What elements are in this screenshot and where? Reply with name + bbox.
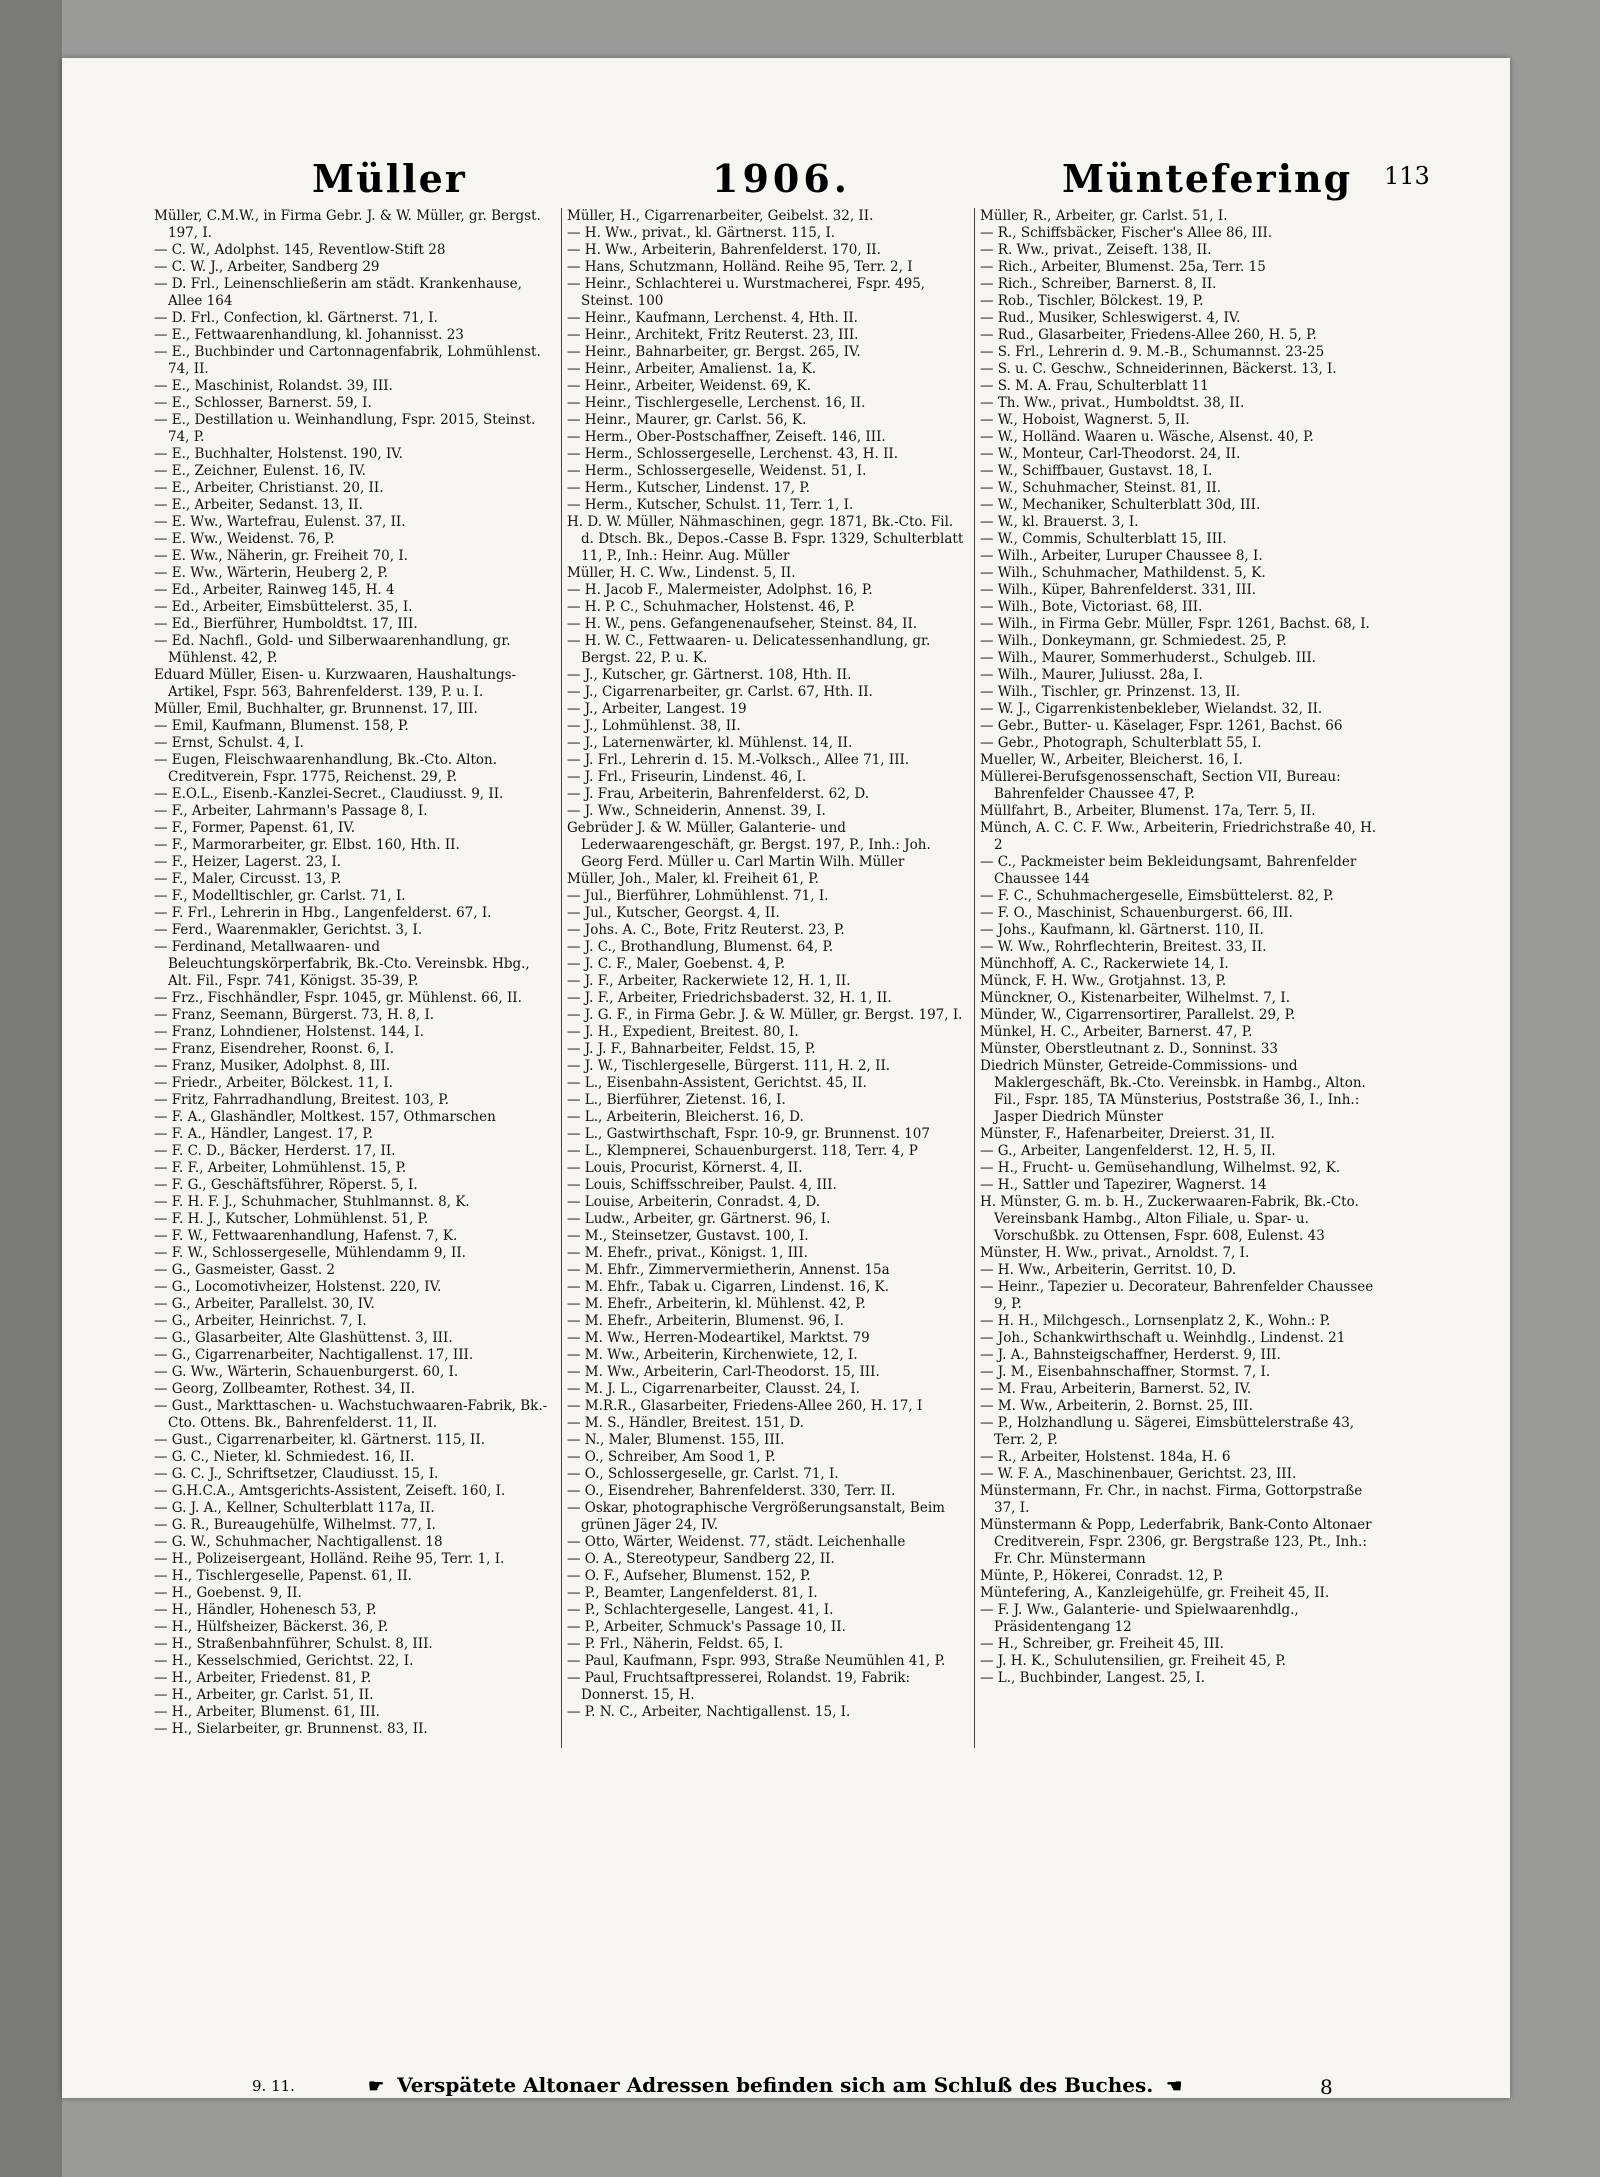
directory-entry: — D. Frl., Confection, kl. Gärtnerst. 71, I. xyxy=(154,310,438,326)
directory-entry: — M. Ehefr., Arbeiterin, kl. Mühlenst. 42, P. xyxy=(567,1296,866,1312)
directory-entry: — Ed. Nachfl., Gold- und Silberwaarenhandlung, gr. Mühlenst. 42, P. xyxy=(154,633,511,666)
directory-entry: — N., Maler, Blumenst. 155, III. xyxy=(567,1432,785,1448)
directory-entry: — Herm., Ober-Postschaffner, Zeiseft. 146, III. xyxy=(567,429,886,445)
directory-entry: — Ed., Arbeiter, Rainweg 145, H. 4 xyxy=(154,582,395,598)
directory-entry: — O. F., Aufseher, Blumenst. 152, P. xyxy=(567,1568,811,1584)
directory-entry: — F. A., Glashändler, Moltkest. 157, Othmarschen xyxy=(154,1109,496,1125)
directory-entry: — Paul, Kaufmann, Fspr. 993, Straße Neumühlen 41, P. xyxy=(567,1653,946,1669)
directory-entry: — M. Ehefr., Arbeiterin, Blumenst. 96, I. xyxy=(567,1313,844,1329)
directory-entry: — Hans, Schutzmann, Holländ. Reihe 95, Terr. 2, I xyxy=(567,259,913,275)
directory-entry: — Wilh., Maurer, Sommerhuderst., Schulgeb. III. xyxy=(980,650,1316,666)
directory-entry: — Herm., Schlossergeselle, Weidenst. 51, I. xyxy=(567,463,867,479)
directory-entry: — Frz., Fischhändler, Fspr. 1045, gr. Mühlenst. 66, II. xyxy=(154,990,522,1006)
directory-entry: — O. A., Stereotypeur, Sandberg 22, II. xyxy=(567,1551,835,1567)
directory-entry: — Wilh., Schuhmacher, Mathildenst. 5, K. xyxy=(980,565,1266,581)
directory-entry: — M. Ww., Arbeiterin, 2. Bornst. 25, III. xyxy=(980,1398,1253,1414)
directory-entry: — H., Schreiber, gr. Freiheit 45, III. xyxy=(980,1636,1224,1652)
directory-entry: Eduard Müller, Eisen- u. Kurzwaaren, Haushaltungs-Artikel, Fspr. 563, Bahrenfelderst. 139, P. u. I. xyxy=(154,667,517,700)
directory-entry: — R., Schiffsbäcker, Fischer's Allee 86, III. xyxy=(980,225,1273,241)
directory-entry: — Johs., Kaufmann, kl. Gärtnerst. 110, II. xyxy=(980,922,1264,938)
directory-entry: — D. Frl., Leinenschließerin am städt. Krankenhause, Allee 164 xyxy=(154,276,522,309)
directory-entry: — E., Zeichner, Eulenst. 16, IV. xyxy=(154,463,366,479)
directory-entry: — F., Former, Papenst. 61, IV. xyxy=(154,820,356,836)
column-divider xyxy=(974,208,975,1748)
directory-entry: — J. A., Bahnsteigschaffner, Herderst. 9, III. xyxy=(980,1347,1281,1363)
directory-entry: — G., Cigarrenarbeiter, Nachtigallenst. 17, III. xyxy=(154,1347,474,1363)
directory-entry: — F. H. J., Kutscher, Lohmühlenst. 51, P. xyxy=(154,1211,429,1227)
directory-entry: — Rich., Schreiber, Barnerst. 8, II. xyxy=(980,276,1217,292)
directory-entry: — Ernst, Schulst. 4, I. xyxy=(154,735,304,751)
directory-entry: — F. W., Schlossergeselle, Mühlendamm 9, II. xyxy=(154,1245,466,1261)
directory-entry: — F., Arbeiter, Lahrmann's Passage 8, I. xyxy=(154,803,428,819)
directory-entry: — M. Ww., Arbeiterin, Carl-Theodorst. 15, III. xyxy=(567,1364,880,1380)
directory-entry: — J. H. K., Schulutensilien, gr. Freiheit 45, P. xyxy=(980,1653,1286,1669)
directory-entry: — G. J. A., Kellner, Schulterblatt 117a, II. xyxy=(154,1500,435,1516)
directory-entry: — M. S., Händler, Breitest. 151, D. xyxy=(567,1415,804,1431)
directory-entry: — Heinr., Schlachterei u. Wurstmacherei, Fspr. 495, Steinst. 100 xyxy=(567,276,926,309)
directory-entry: — G. R., Bureaugehülfe, Wilhelmst. 77, I. xyxy=(154,1517,436,1533)
directory-entry: — Johs. A. C., Bote, Fritz Reuterst. 23, P. xyxy=(567,922,845,938)
directory-entry: — E. Ww., Wartefrau, Eulenst. 37, II. xyxy=(154,514,406,530)
directory-entry: — W., Holländ. Waaren u. Wäsche, Alsenst. 40, P. xyxy=(980,429,1314,445)
directory-entry: — L., Eisenbahn-Assistent, Gerichtst. 45, II. xyxy=(567,1075,867,1091)
directory-entry: — F. Frl., Lehrerin in Hbg., Langenfelderst. 67, I. xyxy=(154,905,492,921)
directory-entry: — H., Händler, Hohenesch 53, P. xyxy=(154,1602,377,1618)
directory-entry: — Rud., Glasarbeiter, Friedens-Allee 260, H. 5, P. xyxy=(980,327,1317,343)
directory-entry: — M. Ww., Herren-Modeartikel, Marktst. 79 xyxy=(567,1330,870,1346)
directory-entry: — F. O., Maschinist, Schauenburgerst. 66, III. xyxy=(980,905,1293,921)
directory-entry: Müller, R., Arbeiter, gr. Carlst. 51, I. xyxy=(980,208,1228,224)
directory-entry: — Ferd., Waarenmakler, Gerichtst. 3, I. xyxy=(154,922,423,938)
directory-entry: Müller, Joh., Maler, kl. Freiheit 61, P. xyxy=(567,871,819,887)
directory-entry: — W., Monteur, Carl-Theodorst. 24, II. xyxy=(980,446,1241,462)
directory-entry: — J. Frau, Arbeiterin, Bahrenfelderst. 62, D. xyxy=(567,786,870,802)
directory-entry: — F. C. D., Bäcker, Herderst. 17, II. xyxy=(154,1143,396,1159)
directory-entry: — J. J. F., Bahnarbeiter, Feldst. 15, P. xyxy=(567,1041,816,1057)
directory-entry: — Eugen, Fleischwaarenhandlung, Bk.-Cto. Alton. Creditverein, Fspr. 1775, Reichenst. 29, P. xyxy=(154,752,498,785)
directory-entry: — L., Klempnerei, Schauenburgerst. 118, Terr. 4, P xyxy=(567,1143,918,1159)
directory-entry: — W., Schiffbauer, Gustavst. 18, I. xyxy=(980,463,1213,479)
directory-entry: — O., Schreiber, Am Sood 1, P. xyxy=(567,1449,776,1465)
directory-entry: — G. C. J., Schriftsetzer, Claudiusst. 15, I. xyxy=(154,1466,439,1482)
footer-note xyxy=(362,2073,1188,2097)
directory-entry: — C. W. J., Arbeiter, Sandberg 29 xyxy=(154,259,380,275)
directory-entry: — W., Commis, Schulterblatt 15, III. xyxy=(980,531,1227,547)
directory-entry: — G.H.C.A., Amtsgerichts-Assistent, Zeiseft. 160, I. xyxy=(154,1483,506,1499)
directory-entry: — W., Hoboist, Wagnerst. 5, II. xyxy=(980,412,1190,428)
directory-entry: — F. J. Ww., Galanterie- und Spielwaarenhdlg., Präsidentengang 12 xyxy=(980,1602,1299,1635)
directory-entry: Müllfahrt, B., Arbeiter, Blumenst. 17a, Terr. 5, II. xyxy=(980,803,1316,819)
directory-entry: — Wilh., Maurer, Juliusst. 28a, I. xyxy=(980,667,1203,683)
directory-entry: Müller, H. C. Ww., Lindenst. 5, II. xyxy=(567,565,796,581)
directory-entry: — J., Laternenwärter, kl. Mühlenst. 14, II. xyxy=(567,735,853,751)
directory-entry: — W. F. A., Maschinenbauer, Gerichtst. 23, III. xyxy=(980,1466,1297,1482)
directory-entry: — G., Arbeiter, Parallelst. 30, IV. xyxy=(154,1296,375,1312)
directory-entry: — Emil, Kaufmann, Blumenst. 158, P. xyxy=(154,718,409,734)
directory-entry: — W., kl. Brauerst. 3, I. xyxy=(980,514,1139,530)
directory-entry: — H., Polizeisergeant, Holländ. Reihe 95, Terr. 1, I. xyxy=(154,1551,505,1567)
directory-entry: — Heinr., Kaufmann, Lerchenst. 4, Hth. II. xyxy=(567,310,858,326)
directory-entry: — H., Arbeiter, Blumenst. 61, III. xyxy=(154,1704,380,1720)
directory-entry: — Franz, Seemann, Bürgerst. 73, H. 8, I. xyxy=(154,1007,435,1023)
directory-entry: — Rob., Tischler, Bölckest. 19, P. xyxy=(980,293,1204,309)
directory-entry: — F., Maler, Circusst. 13, P. xyxy=(154,871,342,887)
directory-entry: — J. Ww., Schneiderin, Annenst. 39, I. xyxy=(567,803,826,819)
directory-entry: — H. W. C., Fettwaaren- u. Delicatessenhandlung, gr. Bergst. 22, P. u. K. xyxy=(567,633,931,666)
directory-entry: — Wilh., Bote, Victoriast. 68, III. xyxy=(980,599,1203,615)
directory-entry: Mueller, W., Arbeiter, Bleicherst. 16, I. xyxy=(980,752,1243,768)
directory-entry: Münster, Oberstleutnant z. D., Sonninst. 33 xyxy=(980,1041,1278,1057)
directory-entry: — E., Buchbinder und Cartonnagenfabrik, Lohmühlenst. 74, II. xyxy=(154,344,541,377)
directory-entry: — F. W., Fettwaarenhandlung, Hafenst. 7, K. xyxy=(154,1228,458,1244)
directory-entry: — C., Packmeister beim Bekleidungsamt, Bahrenfelder Chaussee 144 xyxy=(980,854,1357,887)
directory-entry: — E., Arbeiter, Sedanst. 13, II. xyxy=(154,497,363,513)
directory-entry: — Jul., Kutscher, Georgst. 4, II. xyxy=(567,905,780,921)
directory-entry: — J. F., Arbeiter, Friedrichsbaderst. 32, H. 1, II. xyxy=(567,990,892,1006)
directory-entry: — F. A., Händler, Langest. 17, P. xyxy=(154,1126,373,1142)
directory-entry: — M. Ww., Arbeiterin, Kirchenwiete, 12, I. xyxy=(567,1347,858,1363)
directory-entry: — J. Frl., Lehrerin d. 15. M.-Volksch., Allee 71, III. xyxy=(567,752,910,768)
directory-entry: — L., Bierführer, Zietenst. 16, I. xyxy=(567,1092,786,1108)
directory-entry: — Heinr., Maurer, gr. Carlst. 56, K. xyxy=(567,412,807,428)
directory-entry: Münck, F. H. Ww., Grotjahnst. 13, P. xyxy=(980,973,1227,989)
directory-entry: — H. Ww., Arbeiterin, Bahrenfelderst. 170, II. xyxy=(567,242,881,258)
header-year: 1906. xyxy=(712,156,851,201)
directory-entry: — Heinr., Arbeiter, Weidenst. 69, K. xyxy=(567,378,812,394)
footer-signature-mark: 9. 11. xyxy=(252,2077,295,2095)
directory-entry: — Louis, Schiffsschreiber, Paulst. 4, III. xyxy=(567,1177,837,1193)
directory-entry: — M. Ehefr., privat., Königst. 1, III. xyxy=(567,1245,808,1261)
directory-entry: Münster, F., Hafenarbeiter, Dreierst. 31, II. xyxy=(980,1126,1275,1142)
directory-entry: — Oskar, photographische Vergrößerungsanstalt, Beim grünen Jäger 24, IV. xyxy=(567,1500,945,1533)
directory-entry: — Ed., Arbeiter, Eimsbüttelerst. 35, I. xyxy=(154,599,413,615)
directory-entry: — J. G. F., in Firma Gebr. J. & W. Müller, gr. Bergst. 197, I. xyxy=(567,1007,963,1023)
directory-entry: — P. Frl., Näherin, Feldst. 65, I. xyxy=(567,1636,784,1652)
directory-entry: — M. Ehfr., Zimmervermietherin, Annenst. 15a xyxy=(567,1262,890,1278)
directory-entry: — Jul., Bierführer, Lohmühlenst. 71, I. xyxy=(567,888,829,904)
directory-entry: Münch, A. C. C. F. Ww., Arbeiterin, Friedrichstraße 40, H. 2 xyxy=(980,820,1377,853)
directory-entry: — W. J., Cigarrenkistenbekleber, Wielandst. 32, II. xyxy=(980,701,1323,717)
directory-entry: — Th. Ww., privat., Humboldtst. 38, II. xyxy=(980,395,1245,411)
directory-entry: Müntefering, A., Kanzleigehülfe, gr. Freiheit 45, II. xyxy=(980,1585,1330,1601)
directory-entry: — E., Schlosser, Barnerst. 59, I. xyxy=(154,395,372,411)
directory-entry: — S. M. A. Frau, Schulterblatt 11 xyxy=(980,378,1209,394)
directory-entry: — H., Straßenbahnführer, Schulst. 8, III. xyxy=(154,1636,433,1652)
directory-entry: — P. N. C., Arbeiter, Nachtigallenst. 15, I. xyxy=(567,1704,851,1720)
directory-entry: — J. W., Tischlergeselle, Bürgerst. 111, H. 2, II. xyxy=(567,1058,891,1074)
directory-entry: — G. W., Schuhmacher, Nachtigallenst. 18 xyxy=(154,1534,443,1550)
directory-entry: — G., Gasmeister, Gasst. 2 xyxy=(154,1262,336,1278)
directory-entry: — E. Ww., Näherin, gr. Freiheit 70, I. xyxy=(154,548,408,564)
directory-entry: Gebrüder J. & W. Müller, Galanterie- und Lederwaarengeschäft, gr. Bergst. 197, P., Inh.: Joh. Georg Ferd. Müller u. Carl Martin Wilh. Müller xyxy=(567,820,931,870)
directory-entry: — Friedr., Arbeiter, Bölckest. 11, I. xyxy=(154,1075,393,1091)
directory-entry: Müller, H., Cigarrenarbeiter, Geibelst. 32, II. xyxy=(567,208,874,224)
directory-entry: — G., Locomotivheizer, Holstenst. 220, IV. xyxy=(154,1279,442,1295)
directory-entry: — Wilh., Tischler, gr. Prinzenst. 13, II. xyxy=(980,684,1241,700)
directory-entry: — F., Heizer, Lagerst. 23, I. xyxy=(154,854,342,870)
directory-entry: — Ludw., Arbeiter, gr. Gärtnerst. 96, I. xyxy=(567,1211,831,1227)
directory-entry: — Louise, Arbeiterin, Conradst. 4, D. xyxy=(567,1194,821,1210)
directory-entry: — E., Maschinist, Rolandst. 39, III. xyxy=(154,378,393,394)
directory-entry: — J. C. F., Maler, Goebenst. 4, P. xyxy=(567,956,786,972)
directory-entry: — E.O.L., Eisenb.-Kanzlei-Secret., Claudiusst. 9, II. xyxy=(154,786,504,802)
directory-entry: Münder, W., Cigarrensortirer, Parallelst. 29, P. xyxy=(980,1007,1296,1023)
directory-entry: — J. M., Eisenbahnschaffner, Stormst. 7, I. xyxy=(980,1364,1271,1380)
directory-entry: — Ferdinand, Metallwaaren- und Beleuchtungskörperfabrik, Bk.-Cto. Vereinsbk. Hbg., Alt. Fil., Fspr. 741, Königst. 35-39, P. xyxy=(154,939,530,989)
directory-entry: — C. W., Adolphst. 145, Reventlow-Stift 28 xyxy=(154,242,446,258)
directory-entry: — W., Mechaniker, Schulterblatt 30d, III. xyxy=(980,497,1261,513)
directory-entry: — Louis, Procurist, Körnerst. 4, II. xyxy=(567,1160,803,1176)
directory-entry: — H., Sattler und Tapezirer, Wagnerst. 14 xyxy=(980,1177,1267,1193)
page-number: 113 xyxy=(1384,162,1430,190)
directory-entry: — E. Ww., Weidenst. 76, P. xyxy=(154,531,335,547)
directory-entry: H. Münster, G. m. b. H., Zuckerwaaren-Fabrik, Bk.-Cto. Vereinsbank Hambg., Alton Filiale, u. Spar- u. Vorschußbk. zu Ottensen, Fspr. 608, Eulenst. 43 xyxy=(980,1194,1359,1244)
directory-entry: — M.R.R., Glasarbeiter, Friedens-Allee 260, H. 17, I xyxy=(567,1398,923,1414)
directory-entry: — O., Eisendreher, Bahrenfelderst. 330, Terr. II. xyxy=(567,1483,896,1499)
directory-entry: — S. u. C. Geschw., Schneiderinnen, Bäckerst. 13, I. xyxy=(980,361,1337,377)
directory-entry: — J., Kutscher, gr. Gärtnerst. 108, Hth. II. xyxy=(567,667,852,683)
page-footer xyxy=(62,2073,1510,2103)
directory-entry: — F. H. F. J., Schuhmacher, Stuhlmannst. 8, K. xyxy=(154,1194,470,1210)
directory-entry: Diedrich Münster, Getreide-Commissions- und Maklergeschäft, Bk.-Cto. Vereinsbk. in Hambg., Alton. Fil., Fspr. 185, TA Münsterius, Poststraße 36, I., Inh.: Jasper Diedrich Münster xyxy=(980,1058,1366,1125)
directory-entry: — Gust., Markttaschen- u. Wachstuchwaaren-Fabrik, Bk.-Cto. Ottens. Bk., Bahrenfelderst. 11, II. xyxy=(154,1398,548,1431)
directory-entry: — M., Steinsetzer, Gustavst. 100, I. xyxy=(567,1228,809,1244)
directory-entry: — G., Arbeiter, Heinrichst. 7, I. xyxy=(154,1313,367,1329)
directory-entry: Münte, P., Hökerei, Conradst. 12, P. xyxy=(980,1568,1224,1584)
column-2 xyxy=(567,208,967,1748)
directory-entry: — Otto, Wärter, Weidenst. 77, städt. Leichenhalle xyxy=(567,1534,906,1550)
directory-entry: — O., Schlossergeselle, gr. Carlst. 71, I. xyxy=(567,1466,839,1482)
directory-entry: — F. C., Schuhmachergeselle, Eimsbüttelerst. 82, P. xyxy=(980,888,1334,904)
directory-entry: — H. Ww., privat., kl. Gärtnerst. 115, I. xyxy=(567,225,836,241)
directory-entry: — E. Ww., Wärterin, Heuberg 2, P. xyxy=(154,565,388,581)
directory-entry: — R. Ww., privat., Zeiseft. 138, II. xyxy=(980,242,1212,258)
directory-entry: — Gebr., Butter- u. Käselager, Fspr. 1261, Bachst. 66 xyxy=(980,718,1343,734)
directory-entry: Münckner, O., Kistenarbeiter, Wilhelmst. 7, I. xyxy=(980,990,1291,1006)
directory-entry: — Heinr., Tapezier u. Decorateur, Bahrenfelder Chaussee 9, P. xyxy=(980,1279,1374,1312)
directory-entry: — F. G., Geschäftsführer, Röperst. 5, I. xyxy=(154,1177,418,1193)
directory-entry: Münster, H. Ww., privat., Arnoldst. 7, I. xyxy=(980,1245,1250,1261)
pointing-hand-right-icon: ☛ xyxy=(368,2076,385,2097)
directory-entry: — Paul, Fruchtsaftpresserei, Rolandst. 19, Fabrik: Donnerst. 15, H. xyxy=(567,1670,911,1703)
directory-entry: Müller, C.M.W., in Firma Gebr. J. & W. Müller, gr. Bergst. 197, I. xyxy=(154,208,541,241)
directory-entry: — S. Frl., Lehrerin d. 9. M.-B., Schumannst. 23-25 xyxy=(980,344,1325,360)
directory-entry: — Heinr., Arbeiter, Amalienst. 1a, K. xyxy=(567,361,816,377)
directory-entry: — Franz, Eisendreher, Roonst. 6, I. xyxy=(154,1041,395,1057)
directory-entry: — H. Jacob F., Malermeister, Adolphst. 16, P. xyxy=(567,582,873,598)
directory-entry: — L., Buchbinder, Langest. 25, I. xyxy=(980,1670,1205,1686)
directory-entry: — Heinr., Bahnarbeiter, gr. Bergst. 265, IV. xyxy=(567,344,861,360)
directory-entry: — W. Ww., Rohrflechterin, Breitest. 33, II. xyxy=(980,939,1267,955)
directory-entry: — J. Frl., Friseurin, Lindenst. 46, I. xyxy=(567,769,807,785)
scan-left-edge xyxy=(0,0,62,2177)
directory-entry: — L., Arbeiterin, Bleicherst. 16, D. xyxy=(567,1109,804,1125)
header-left-keyword: Müller xyxy=(312,156,467,201)
directory-entry: — Franz, Musiker, Adolphst. 8, III. xyxy=(154,1058,391,1074)
directory-entry: — Herm., Kutscher, Lindenst. 17, P. xyxy=(567,480,810,496)
directory-entry: — R., Arbeiter, Holstenst. 184a, H. 6 xyxy=(980,1449,1231,1465)
directory-entry: — H., Goebenst. 9, II. xyxy=(154,1585,302,1601)
directory-entry: — H., Hülfsheizer, Bäckerst. 36, P. xyxy=(154,1619,389,1635)
column-1 xyxy=(154,208,554,1748)
directory-entry: — H. Ww., Arbeiterin, Gerritst. 10, D. xyxy=(980,1262,1237,1278)
directory-entry: — J., Arbeiter, Langest. 19 xyxy=(567,701,747,717)
directory-entry: — Heinr., Architekt, Fritz Reuterst. 23, III. xyxy=(567,327,859,343)
directory-entry: — Rud., Musiker, Schleswigerst. 4, IV. xyxy=(980,310,1241,326)
header-right-keyword: Müntefering xyxy=(1062,156,1353,201)
directory-entry: — G., Arbeiter, Langenfelderst. 12, H. 5, II. xyxy=(980,1143,1276,1159)
directory-entry: — H. P. C., Schuhmacher, Holstenst. 46, P. xyxy=(567,599,855,615)
directory-entry: — H. W., pens. Gefangenenaufseher, Steinst. 84, II. xyxy=(567,616,918,632)
directory-entry: H. D. W. Müller, Nähmaschinen, gegr. 1871, Bk.-Cto. Fil. d. Dtsch. Bk., Depos.-Casse B. Fspr. 1329, Schulterblatt 11, P., Inh.: Heinr. Aug. Müller xyxy=(567,514,964,564)
footer-sheet-number: 8 xyxy=(1320,2075,1333,2099)
directory-entry: — Heinr., Tischlergeselle, Lerchenst. 16, II. xyxy=(567,395,866,411)
directory-entry: — Wilh., in Firma Gebr. Müller, Fspr. 1261, Bachst. 68, I. xyxy=(980,616,1370,632)
directory-entry: — F. F., Arbeiter, Lohmühlenst. 15, P. xyxy=(154,1160,407,1176)
directory-entry: — P., Arbeiter, Schmuck's Passage 10, II. xyxy=(567,1619,846,1635)
directory-entry: — E., Destillation u. Weinhandlung, Fspr. 2015, Steinst. 74, P. xyxy=(154,412,536,445)
directory-entry: — M. J. L., Cigarrenarbeiter, Clausst. 24, I. xyxy=(567,1381,860,1397)
directory-entry: — Rich., Arbeiter, Blumenst. 25a, Terr. 15 xyxy=(980,259,1266,275)
directory-entry: — Georg, Zollbeamter, Rothest. 34, II. xyxy=(154,1381,416,1397)
directory-entry: — Wilh., Küper, Bahrenfelderst. 331, III. xyxy=(980,582,1257,598)
page-header xyxy=(62,156,1510,206)
directory-entry: — Wilh., Arbeiter, Luruper Chaussee 8, I. xyxy=(980,548,1263,564)
directory-entry: Münstermann, Fr. Chr., in nachst. Firma, Gottorpstraße 37, I. xyxy=(980,1483,1363,1516)
directory-entry: — L., Gastwirthschaft, Fspr. 10-9, gr. Brunnenst. 107 xyxy=(567,1126,930,1142)
column-divider xyxy=(561,208,562,1748)
directory-entry: — Gust., Cigarrenarbeiter, kl. Gärtnerst. 115, II. xyxy=(154,1432,486,1448)
pointing-hand-left-icon: ☚ xyxy=(1166,2076,1183,2097)
directory-entry: — J., Cigarrenarbeiter, gr. Carlst. 67, Hth. II. xyxy=(567,684,873,700)
directory-entry: — Franz, Lohndiener, Holstenst. 144, I. xyxy=(154,1024,424,1040)
directory-entry: — G., Glasarbeiter, Alte Glashüttenst. 3, III. xyxy=(154,1330,453,1346)
directory-entry: — M. Frau, Arbeiterin, Barnerst. 52, IV. xyxy=(980,1381,1252,1397)
directory-entry: — J. H., Expedient, Breitest. 80, I. xyxy=(567,1024,799,1040)
footer-note-text: Verspätete Altonaer Adressen befinden sich am Schluß des Buches. xyxy=(397,2073,1154,2097)
directory-entry: — H., Sielarbeiter, gr. Brunnenst. 83, II. xyxy=(154,1721,428,1737)
column-3 xyxy=(980,208,1380,1748)
directory-entry: — Herm., Schlossergeselle, Lerchenst. 43, H. II. xyxy=(567,446,899,462)
directory-entry: — H., Arbeiter, Friedenst. 81, P. xyxy=(154,1670,372,1686)
directory-entry: — H., Tischlergeselle, Papenst. 61, II. xyxy=(154,1568,412,1584)
directory-entry: — H., Kesselschmied, Gerichtst. 22, I. xyxy=(154,1653,414,1669)
directory-entry: Müller, Emil, Buchhalter, gr. Brunnenst. 17, III. xyxy=(154,701,478,717)
directory-entry: — Ed., Bierführer, Humboldtst. 17, III. xyxy=(154,616,418,632)
directory-entry: — G. C., Nieter, kl. Schmiedest. 16, II. xyxy=(154,1449,415,1465)
directory-entry: — Joh., Schankwirthschaft u. Weinhdlg., Lindenst. 21 xyxy=(980,1330,1346,1346)
directory-entry: — W., Schuhmacher, Steinst. 81, II. xyxy=(980,480,1222,496)
directory-entry: Münstermann & Popp, Lederfabrik, Bank-Conto Altonaer Creditverein, Fspr. 2306, gr. Bergstraße 123, Pt., Inh.: Fr. Chr. Münstermann xyxy=(980,1517,1372,1567)
directory-page xyxy=(62,58,1510,2098)
directory-entry: — H., Arbeiter, gr. Carlst. 51, II. xyxy=(154,1687,374,1703)
directory-entry: — Fritz, Fahrradhandlung, Breitest. 103, P. xyxy=(154,1092,449,1108)
directory-entry: — J. F., Arbeiter, Rackerwiete 12, H. 1, II. xyxy=(567,973,851,989)
directory-entry: — M. Ehfr., Tabak u. Cigarren, Lindenst. 16, K. xyxy=(567,1279,889,1295)
directory-entry: — E., Fettwaarenhandlung, kl. Johannisst. 23 xyxy=(154,327,464,343)
directory-entry: Münchhoff, A. C., Rackerwiete 14, I. xyxy=(980,956,1229,972)
directory-entry: — Wilh., Donkeymann, gr. Schmiedest. 25, P. xyxy=(980,633,1287,649)
directory-entry: — P., Schlachtergeselle, Langest. 41, I. xyxy=(567,1602,834,1618)
directory-entry: — J., Lohmühlenst. 38, II. xyxy=(567,718,741,734)
directory-entry: Münkel, H. C., Arbeiter, Barnerst. 47, P. xyxy=(980,1024,1253,1040)
directory-entry: — Herm., Kutscher, Schulst. 11, Terr. 1, I. xyxy=(567,497,854,513)
directory-entry: — E., Arbeiter, Christianst. 20, II. xyxy=(154,480,384,496)
directory-entry: — P., Holzhandlung u. Sägerei, Eimsbüttelerstraße 43, Terr. 2, P. xyxy=(980,1415,1355,1448)
directory-entry: — G. Ww., Wärterin, Schauenburgerst. 60, I. xyxy=(154,1364,459,1380)
directory-entry: — H., Frucht- u. Gemüsehandlung, Wilhelmst. 92, K. xyxy=(980,1160,1341,1176)
directory-entry: — P., Beamter, Langenfelderst. 81, I. xyxy=(567,1585,818,1601)
directory-entry: — E., Buchhalter, Holstenst. 190, IV. xyxy=(154,446,403,462)
directory-entry: — F., Marmorarbeiter, gr. Elbst. 160, Hth. II. xyxy=(154,837,460,853)
directory-entry: — F., Modelltischler, gr. Carlst. 71, I. xyxy=(154,888,406,904)
directory-entry: — Gebr., Photograph, Schulterblatt 55, I. xyxy=(980,735,1262,751)
directory-entry: — J. C., Brothandlung, Blumenst. 64, P. xyxy=(567,939,834,955)
directory-entry: — H. H., Milchgesch., Lornsenplatz 2, K., Wohn.: P. xyxy=(980,1313,1331,1329)
directory-entry: Müllerei-Berufsgenossenschaft, Section VII, Bureau: Bahrenfelder Chaussee 47, P. xyxy=(980,769,1341,802)
